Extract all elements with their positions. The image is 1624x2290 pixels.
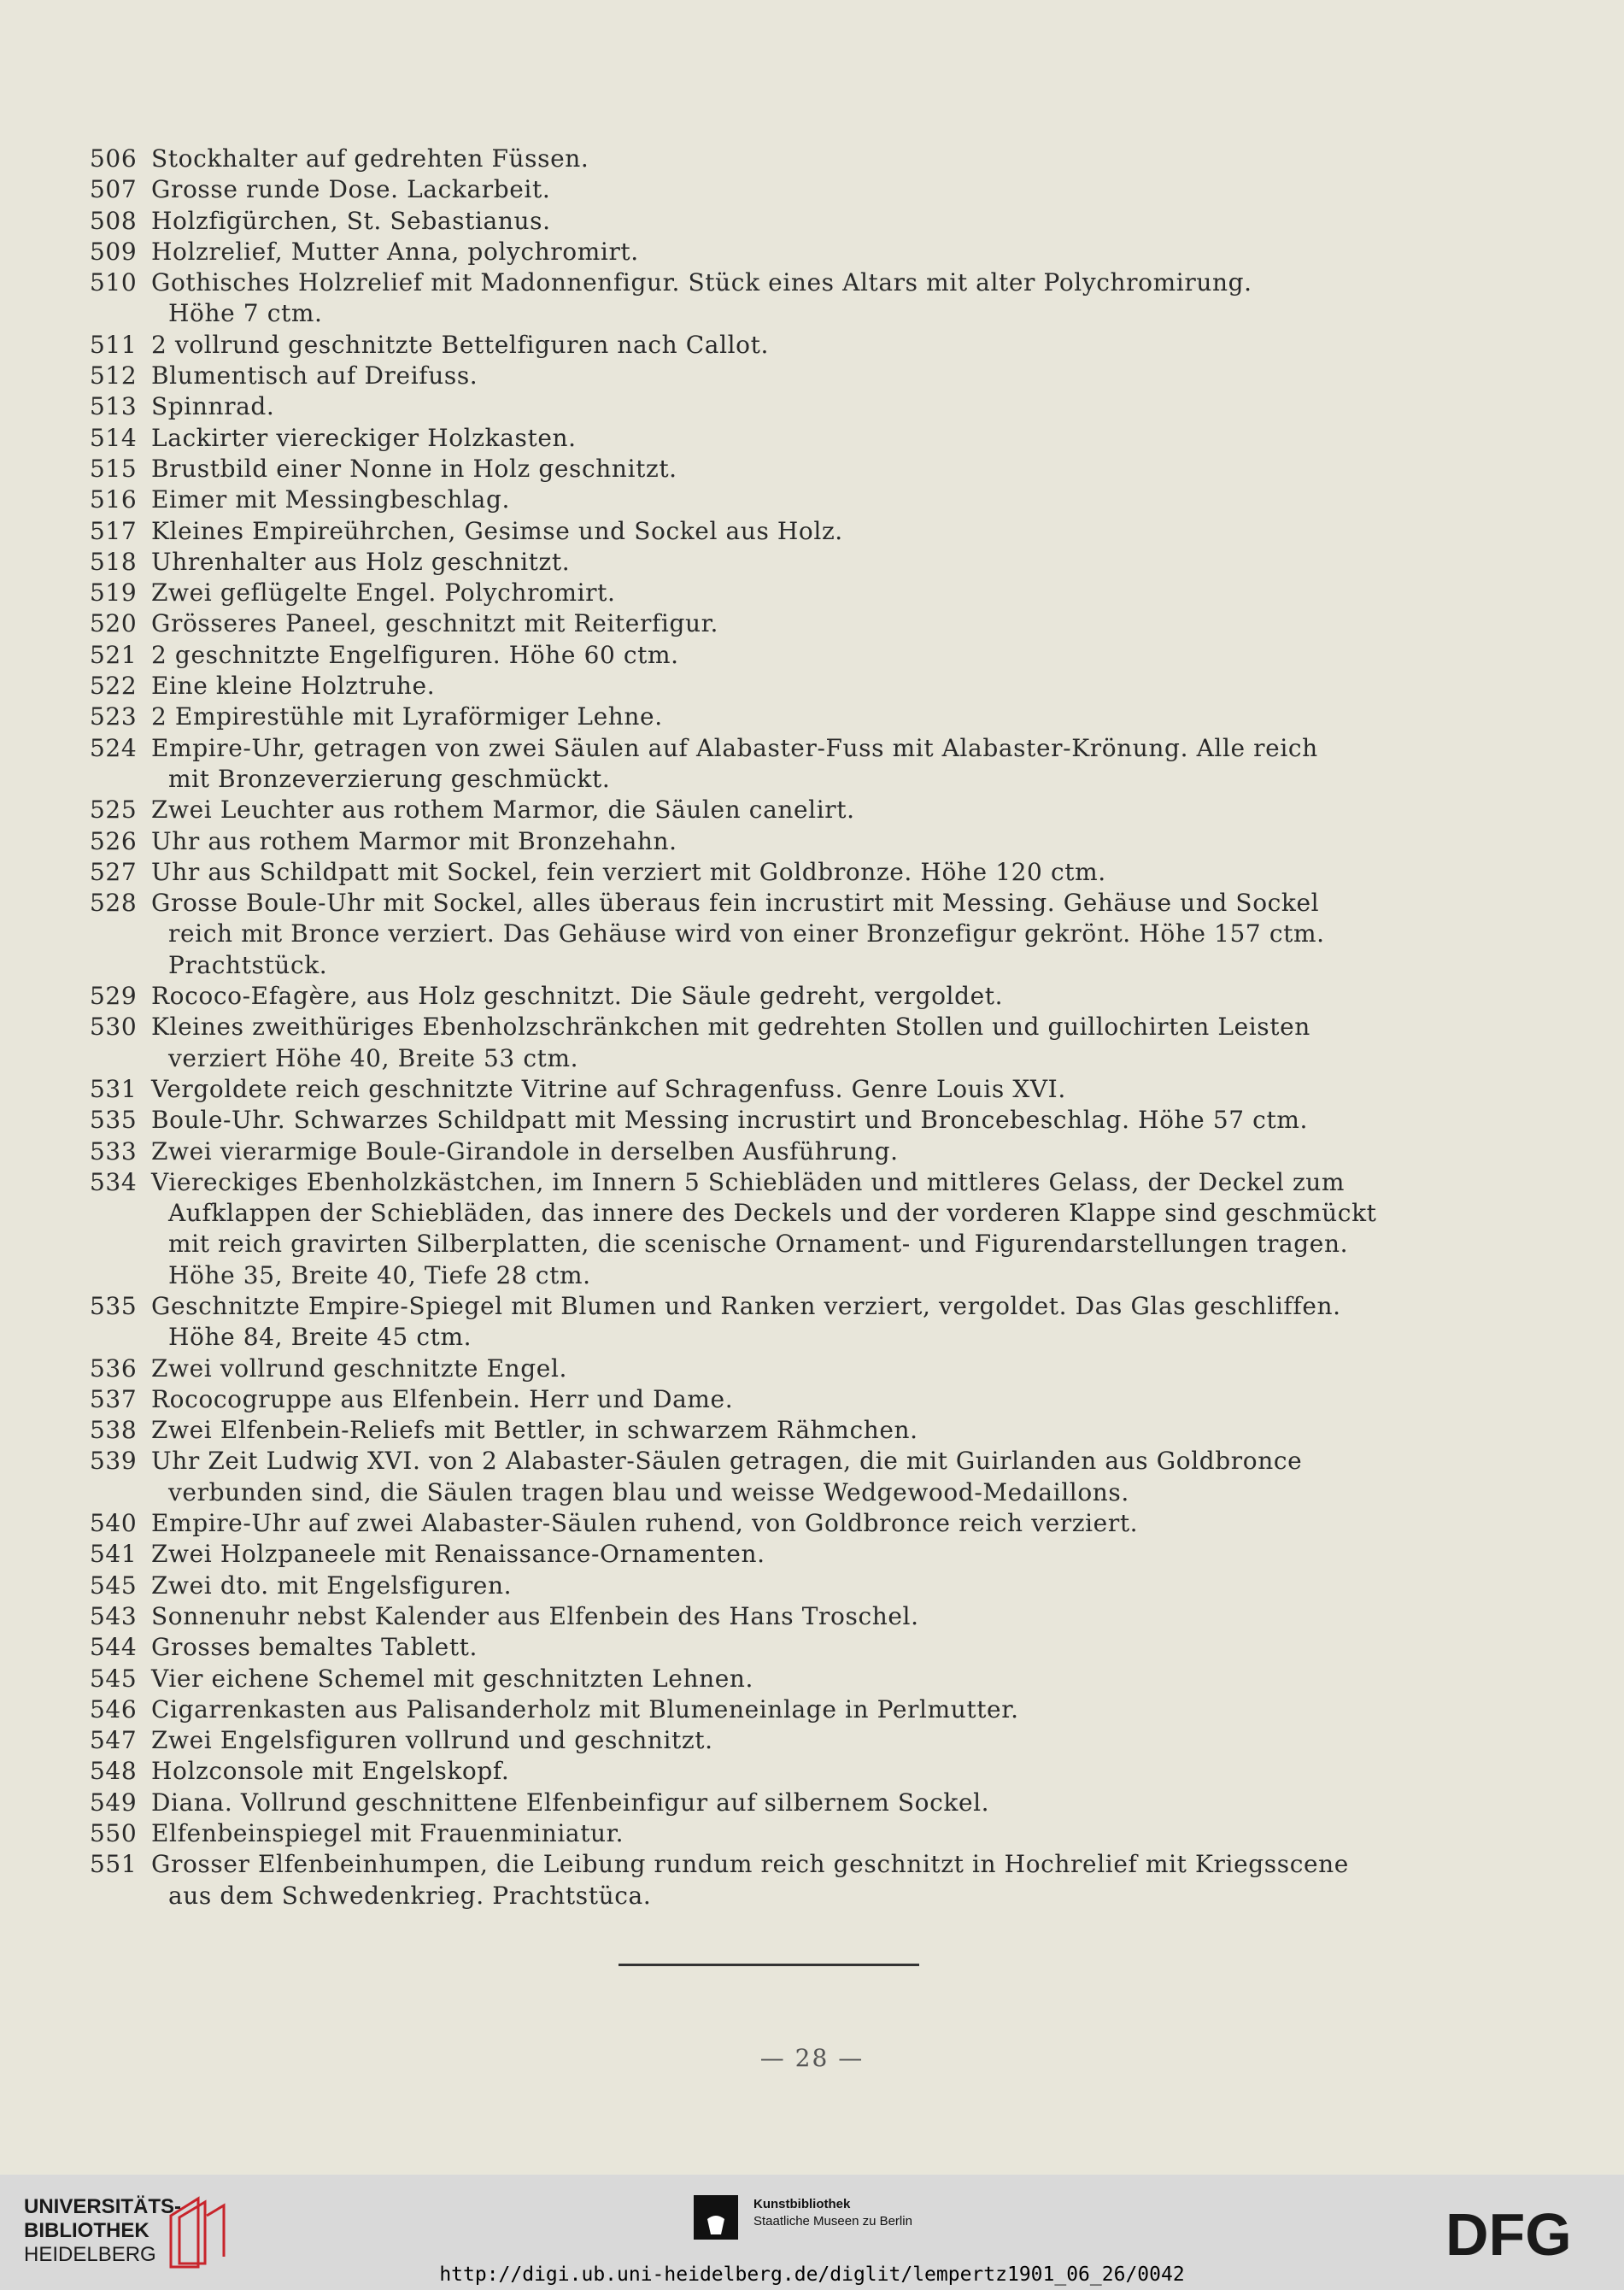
lot-number: 535 [90,1106,138,1135]
description-line: Kleines zweithüriges Ebenholzschränkchen mit gedrehten Stollen und guillochirten Leisten [151,1013,1310,1042]
lot-number: 528 [90,889,138,918]
description-line: Stockhalter auf gedrehten Füssen. [151,144,589,173]
catalog-entry [90,578,1439,608]
lot-number: 545 [90,1571,138,1600]
lot-number: 509 [90,237,138,266]
lot-number: 527 [90,857,138,886]
catalog-entry [90,361,1439,391]
description-line: Uhr aus rothem Marmor mit Bronzehahn. [151,826,677,855]
description-line: Empire-Uhr, getragen von zwei Säulen auf Alabaster-Fuss mit Alabaster-Krönung. Alle reich [151,733,1318,762]
description-continuation: Höhe 84, Breite 45 ctm. [168,1323,472,1352]
kunstbibliothek-logo-icon [692,2193,740,2241]
catalog-entry-list [90,144,1439,1911]
lot-number: 507 [90,175,138,204]
lot-number: 515 [90,454,138,483]
catalog-entry [90,1291,1439,1353]
lot-description [151,608,1439,639]
lot-description [151,330,1439,361]
description-line: Boule-Uhr. Schwarzes Schildpatt mit Messing incrustirt und Broncebeschlag. Höhe 57 ctm. [151,1106,1308,1135]
lot-description [151,423,1439,454]
lot-description [151,981,1439,1012]
description-line: Elfenbeinspiegel mit Frauenminiatur. [151,1819,624,1848]
lot-number: 514 [90,423,138,452]
catalog-entry [90,671,1439,702]
lot-number: 508 [90,206,138,235]
lot-description [151,1446,1439,1508]
description-continuation: mit reich gravirten Silberplatten, die scenische Ornament- und Figurendarstellungen tragen. [168,1230,1349,1259]
catalog-entry [90,1694,1439,1725]
kb-logo-line2: Staatliche Museen zu Berlin [753,2214,912,2228]
lot-description [151,857,1439,888]
description-continuation: Prachtstück. [168,950,328,979]
lot-number: 520 [90,609,138,638]
description-line: Grosses bemaltes Tablett. [151,1633,478,1662]
description-line: Uhr aus Schildpatt mit Sockel, fein verziert mit Goldbronze. Höhe 120 ctm. [151,857,1106,886]
ub-logo-line1: UNIVERSITÄTS- [24,2195,182,2218]
lot-description [151,516,1439,547]
kunstbibliothek-logo[interactable] [753,2196,912,2230]
lot-number: 543 [90,1601,138,1630]
catalog-entry [90,267,1439,330]
lot-number: 523 [90,702,138,731]
description-line: Grosser Elfenbeinhumpen, die Leibung rundum reich geschnitzt in Hochrelief mit Kriegsscene [151,1850,1349,1879]
lot-number: 536 [90,1353,138,1383]
description-line: Rococo-Efagère, aus Holz geschnitzt. Die Säule gedreht, vergoldet. [151,982,1004,1011]
lot-description [151,795,1439,825]
lot-description [151,1074,1439,1105]
description-line: Grosse runde Dose. Lackarbeit. [151,175,551,204]
description-continuation: mit Bronzeverzierung geschmückt. [168,764,611,793]
catalog-entry [90,1136,1439,1167]
description-line: Spinnrad. [151,392,275,421]
lot-description [151,826,1439,857]
description-line: Eimer mit Messingbeschlag. [151,485,511,514]
lot-description [151,237,1439,267]
lot-description [151,484,1439,515]
description-line: Uhr Zeit Ludwig XVI. von 2 Alabaster-Säulen getragen, die mit Guirlanden aus Goldbronce [151,1447,1303,1476]
lot-number: 513 [90,392,138,421]
catalog-entry [90,206,1439,237]
catalog-entry [90,484,1439,515]
catalog-entry [90,423,1439,454]
kb-logo-line1: Kunstbibliothek [753,2197,851,2211]
description-line: Viereckiges Ebenholzkästchen, im Innern 5 Schiebläden und mittleres Gelass, der Deckel zum [151,1167,1346,1196]
description-line: Grösseres Paneel, geschnitzt mit Reiterfigur. [151,609,719,638]
description-line: Holzrelief, Mutter Anna, polychromirt. [151,237,639,266]
description-line: Brustbild einer Nonne in Holz geschnitzt. [151,454,677,483]
lot-description [151,1539,1439,1570]
description-line: Sonnenuhr nebst Kalender aus Elfenbein des Hans Troschel. [151,1601,919,1630]
description-line: Zwei dto. mit Engelsfiguren. [151,1571,513,1600]
lot-number: 519 [90,578,138,608]
lot-number: 506 [90,144,138,173]
lot-description [151,1508,1439,1539]
description-line: 2 Empirestühle mit Lyraförmiger Lehne. [151,702,663,731]
lot-description [151,174,1439,205]
lot-number: 540 [90,1509,138,1538]
lot-description [151,454,1439,484]
catalog-entry [90,1818,1439,1849]
lot-description [151,144,1439,174]
page-number: — 28 — [759,2044,865,2072]
description-line: Zwei geflügelte Engel. Polychromirt. [151,578,616,608]
description-line: Lackirter viereckiger Holzkasten. [151,423,577,452]
description-line: Zwei vierarmige Boule-Girandole in derselben Ausführung. [151,1136,899,1166]
heidelberg-library-logo[interactable] [24,2195,181,2267]
lot-description [151,1167,1439,1291]
lot-number: 533 [90,1136,138,1166]
dfg-logo-text: DFG [1445,2205,1572,2262]
ub-logo-line2: BIBLIOTHEK [24,2219,150,2242]
catalog-entry [90,237,1439,267]
description-line: Cigarrenkasten aus Palisanderholz mit Blumeneinlage in Perlmutter. [151,1694,1019,1723]
description-continuation: verbunden sind, die Säulen tragen blau und weisse Wedgewood-Medaillons. [168,1477,1129,1506]
lot-description [151,1136,1439,1167]
permalink-url[interactable]: http://digi.ub.uni-heidelberg.de/diglit/lempertz1901_06_26/0042 [439,2264,1185,2286]
description-line: Empire-Uhr auf zwei Alabaster-Säulen ruhend, von Goldbronce reich verziert. [151,1509,1139,1538]
lot-number: 539 [90,1447,138,1476]
catalog-entry [90,981,1439,1012]
lot-number: 521 [90,640,138,669]
description-line: Diana. Vollrund geschnittene Elfenbeinfigur auf silbernem Sockel. [151,1788,990,1817]
catalog-entry [90,826,1439,857]
description-line: Zwei Elfenbein-Reliefs mit Bettler, in schwarzem Rähmchen. [151,1416,918,1445]
lot-number: 537 [90,1384,138,1413]
description-line: Zwei Engelsfiguren vollrund und geschnitzt. [151,1726,713,1755]
description-line: Gothisches Holzrelief mit Madonnenfigur. Stück eines Altars mit alter Polychromirung. [151,268,1252,297]
catalog-entry [90,1849,1439,1911]
lot-description [151,1818,1439,1849]
description-line: Rococogruppe aus Elfenbein. Herr und Dame. [151,1384,734,1413]
lot-description [151,361,1439,391]
lot-description [151,702,1439,732]
lot-description [151,391,1439,422]
lot-description [151,547,1439,578]
catalog-entry [90,1167,1439,1291]
lot-number: 550 [90,1819,138,1848]
description-continuation: Höhe 7 ctm. [168,299,323,328]
description-line: Zwei vollrund geschnitzte Engel. [151,1353,568,1383]
catalog-entry [90,1539,1439,1570]
lot-description [151,1849,1439,1911]
catalog-entry [90,547,1439,578]
lot-description [151,1353,1439,1384]
description-continuation: aus dem Schwedenkrieg. Prachtstüca. [168,1881,652,1910]
lot-description [151,1601,1439,1632]
lot-number: 545 [90,1664,138,1693]
digitization-footer [0,2175,1624,2290]
description-line: Vier eichene Schemel mit geschnitzten Lehnen. [151,1664,754,1693]
lot-description [151,1012,1439,1074]
description-line: Eine kleine Holztruhe. [151,672,436,701]
lot-description [151,640,1439,671]
lot-description [151,1664,1439,1694]
description-line: Kleines Empireührchen, Gesimse und Sockel aus Holz. [151,516,843,545]
catalog-entry [90,857,1439,888]
lot-number: 524 [90,733,138,762]
lot-description [151,1788,1439,1818]
lot-number: 511 [90,330,138,359]
catalog-entry [90,174,1439,205]
catalog-entry [90,144,1439,174]
catalog-entry [90,391,1439,422]
catalog-entry [90,1446,1439,1508]
lot-number: 510 [90,268,138,297]
lot-description [151,1105,1439,1136]
lot-number: 530 [90,1013,138,1042]
description-line: Holzconsole mit Engelskopf. [151,1757,510,1786]
description-line: Zwei Holzpaneele mit Renaissance-Ornamenten. [151,1540,765,1569]
lot-number: 516 [90,485,138,514]
ub-logo-line3: HEIDELBERG [24,2243,156,2266]
lot-description [151,1725,1439,1756]
description-line: Vergoldete reich geschnitzte Vitrine auf Schragenfuss. Genre Louis XVI. [151,1074,1066,1103]
description-continuation: Aufklappen der Schiebläden, das innere des Deckels und der vorderen Klappe sind geschmückt [168,1199,1377,1228]
lot-number: 529 [90,982,138,1011]
catalog-entry [90,1788,1439,1818]
lot-number: 525 [90,796,138,825]
description-line: Grosse Boule-Uhr mit Sockel, alles überaus fein incrustirt mit Messing. Gehäuse und Sockel [151,889,1320,918]
catalog-entry [90,608,1439,639]
lot-description [151,671,1439,702]
catalog-entry [90,1571,1439,1601]
description-line: Uhrenhalter aus Holz geschnitzt. [151,547,571,576]
lot-description [151,1571,1439,1601]
lot-description [151,1756,1439,1787]
lot-description [151,888,1439,981]
catalog-entry [90,1664,1439,1694]
catalog-entry [90,1415,1439,1446]
catalog-entry [90,888,1439,981]
description-line: 2 vollrund geschnitzte Bettelfiguren nach Callot. [151,330,769,359]
lot-description [151,1632,1439,1663]
lot-description [151,267,1439,330]
description-continuation: reich mit Bronce verziert. Das Gehäuse wird von einer Bronzefigur gekrönt. Höhe 157 ctm. [168,919,1325,948]
catalog-entry [90,640,1439,671]
lot-description [151,1415,1439,1446]
catalog-entry [90,1508,1439,1539]
catalog-entry [90,1632,1439,1663]
catalog-entry [90,733,1439,796]
lot-number: 547 [90,1726,138,1755]
description-continuation: Höhe 35, Breite 40, Tiefe 28 ctm. [168,1260,591,1289]
catalog-entry [90,1725,1439,1756]
lot-number: 548 [90,1757,138,1786]
catalog-entry [90,454,1439,484]
catalog-entry [90,1353,1439,1384]
lot-number: 512 [90,361,138,390]
description-continuation: verziert Höhe 40, Breite 53 ctm. [168,1043,579,1072]
lot-description [151,1384,1439,1415]
catalog-entry [90,1105,1439,1136]
catalog-entry [90,516,1439,547]
lot-number: 544 [90,1633,138,1662]
catalog-entry [90,1384,1439,1415]
lot-number: 538 [90,1416,138,1445]
lot-number: 541 [90,1540,138,1569]
lot-number: 549 [90,1788,138,1817]
catalog-entry [90,795,1439,825]
lot-number: 531 [90,1074,138,1103]
lot-number: 522 [90,672,138,701]
lot-description [151,578,1439,608]
lot-number: 546 [90,1694,138,1723]
lot-description [151,1291,1439,1353]
description-line: 2 geschnitzte Engelfiguren. Höhe 60 ctm. [151,640,679,669]
lot-number: 534 [90,1167,138,1196]
catalog-entry [90,1601,1439,1632]
catalog-entry [90,1756,1439,1787]
dfg-logo[interactable] [1445,2205,1599,2262]
catalog-entry [90,702,1439,732]
lot-description [151,1694,1439,1725]
lot-number: 526 [90,826,138,855]
lot-number: 518 [90,547,138,576]
description-line: Holzfigürchen, St. Sebastianus. [151,206,551,235]
ub-logo-icon [164,2190,232,2275]
lot-description [151,733,1439,796]
lot-number: 551 [90,1850,138,1879]
catalog-entry [90,1074,1439,1105]
description-line: Blumentisch auf Dreifuss. [151,361,478,390]
catalog-entry [90,1012,1439,1074]
description-line: Zwei Leuchter aus rothem Marmor, die Säulen canelirt. [151,796,855,825]
lot-description [151,206,1439,237]
description-line: Geschnitzte Empire-Spiegel mit Blumen und Ranken verziert, vergoldet. Das Glas geschliffen. [151,1291,1341,1320]
lot-number: 535 [90,1291,138,1320]
section-divider [619,1964,919,1966]
catalog-entry [90,330,1439,361]
lot-number: 517 [90,516,138,545]
